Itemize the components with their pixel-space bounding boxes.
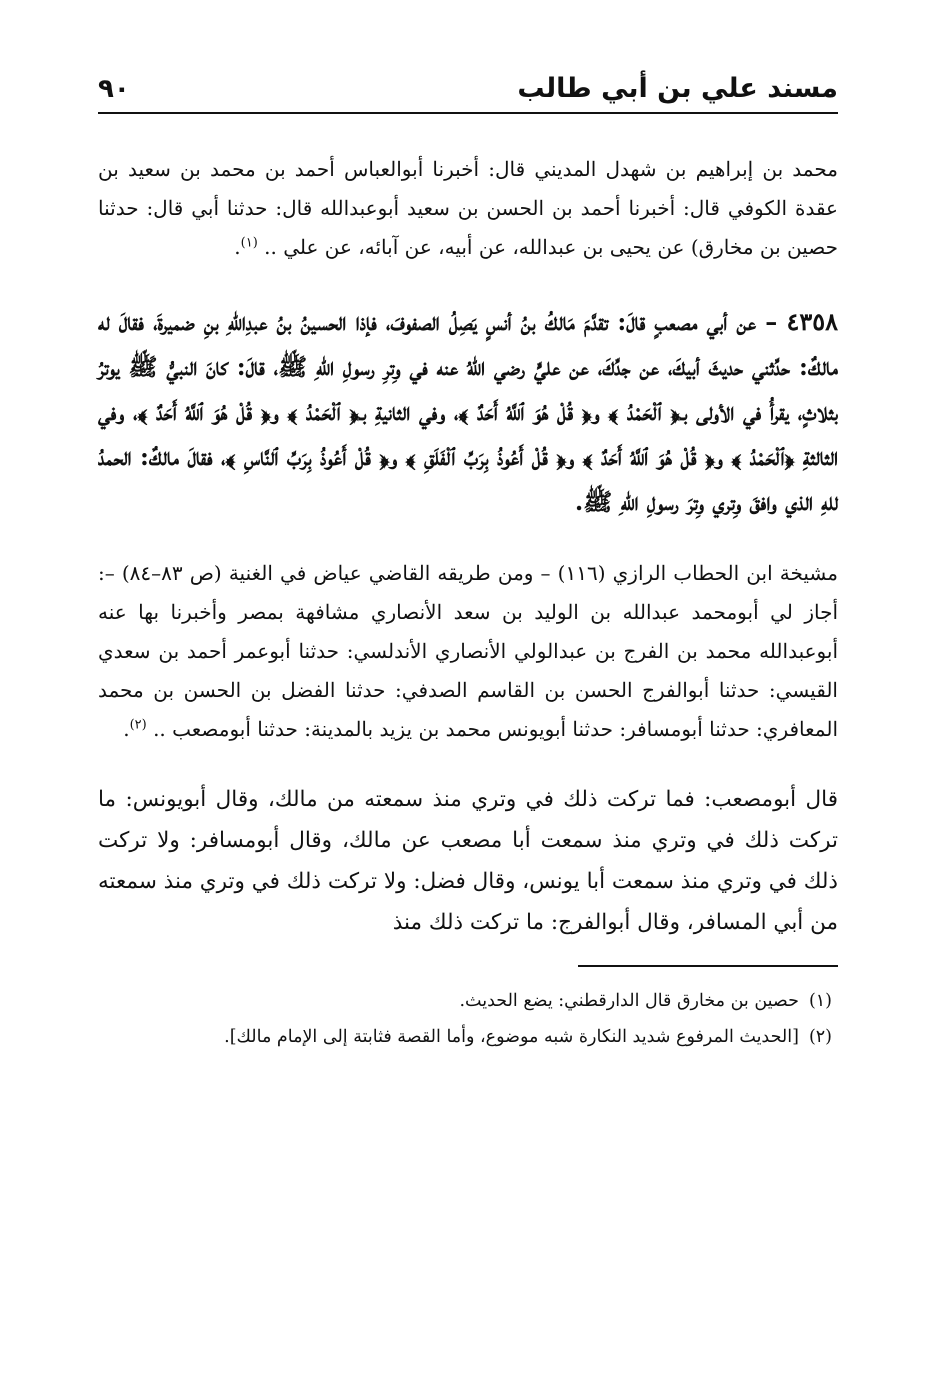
conjunction-4: و xyxy=(566,442,583,471)
isnad-text: محمد بن إبراهيم بن شهدل المديني قال: أخبرنا أبوالعباس أحمد بن محمد بن سعيد بن عقدة الكوفي قال: أخبرنا أحمد بن الحسن بن سعيد أبوعبدالله قال: حدثنا أبي قال: حدثنا حصين بن مخارق) عن يحيى بن عبدالله، عن أبيه، عن آبائه، عن علي .. xyxy=(98,157,838,259)
running-title: مسند علي بن أبي طالب xyxy=(517,73,838,104)
hadith-number: ٤٣٥٨ xyxy=(786,307,838,336)
source-text: مشيخة ابن الحطاب الرازي (١١٦) – ومن طريقه القاضي عياض في الغنية (ص ٨٣–٨٤) –: أجاز لي أبومحمد عبدالله بن الوليد بن سعد الأنصاري مشافهة بمصر وأخبرنا بها عنه أبوعبدالله محمد بن الفرج بن عبدالولي الأنصاري الأندلسي: حدثنا أبوعمر أحمد بن سعدي القيسي: حدثنا أبوالفرج الحسن بن القاسم الصدفي: حدثنا الفضل بن الحسن بن محمد المعافري: حدثنا أبومسافر: حدثنا أبويونس محمد بن يزيد بالمدينة: حدثنا أبومصعب .. xyxy=(98,561,838,741)
conjunction-2: و xyxy=(270,397,279,426)
comment-paragraph xyxy=(98,779,838,943)
hadith-text-part4: ، فقالَ مالكٌ: الحمدُ للهِ الذي وافقَ وِتري وِترَ رسولِ اللهِ ﷺ. xyxy=(98,442,838,516)
quran-quote-2: ﴿ قُلْ هُوَ ٱللَّهُ أَحَدٌ ﴾ xyxy=(458,397,592,426)
conjunction-5: و xyxy=(389,442,406,471)
conjunction-1: و xyxy=(591,397,609,426)
footnotes xyxy=(98,983,838,1055)
footnote-text: حصين بن مخارق قال الدارقطني: يضع الحديث. xyxy=(459,991,799,1011)
footnote-divider xyxy=(578,965,838,967)
source-end: . xyxy=(123,717,130,741)
quran-quote-8: ﴿ قُلْ أَعُوذُ بِرَبِّ ٱلنَّاسِ ﴾ xyxy=(225,442,390,471)
footnote-ref-1[interactable]: (١) xyxy=(240,235,258,251)
quran-quote-7: ﴿ قُلْ أَعُوذُ بِرَبِّ ٱلْفَلَقِ ﴾ xyxy=(405,442,567,471)
footnote-ref-2[interactable]: (٢) xyxy=(129,717,147,733)
footnote-text: [الحديث المرفوع شديد النكارة شبه موضوع، وأما القصة فثابتة إلى الإمام مالك]. xyxy=(224,1027,799,1047)
hadith-text-part3: ، وفي الثالثةِ xyxy=(98,397,839,471)
footnote-number: (١) xyxy=(808,991,832,1011)
footnote-number: (٢) xyxy=(808,1027,832,1047)
quran-quote-4: ﴿ قُلْ هُوَ ٱللَّهُ أَحَدٌ ﴾ xyxy=(137,397,271,426)
footnote-1 xyxy=(98,983,832,1019)
footnote-2 xyxy=(98,1019,832,1055)
quran-quote-6: ﴿ قُلْ هُوَ ٱللَّهُ أَحَدٌ ﴾ xyxy=(582,442,715,471)
conjunction-3: و xyxy=(714,442,732,471)
page-header xyxy=(98,60,838,114)
page-number: ٩٠ xyxy=(98,74,130,104)
isnad-paragraph xyxy=(98,150,838,267)
quran-quote-5: ﴿ٱلْحَمْدُ ﴾ xyxy=(731,442,795,471)
hadith-paragraph xyxy=(98,299,838,524)
quran-quote-1: ﴿ ٱلْحَمْدُ ﴾ xyxy=(608,397,681,426)
comment-text: قال أبومصعب: فما تركت ذلك في وتري منذ سمعته من مالك، وقال أبويونس: ما تركت ذلك في وتري منذ سمعت أبا مصعب عن مالك، وقال أبومسافر: ولا تركت ذلك في وتري منذ سمعت أبا يونس، وقال فضل: ولا تركت ذلك في وتري منذ سمعته من أبي المسافر، وقال أبوالفرج: ما تركت ذلك منذ xyxy=(98,787,838,935)
hadith-text-part1: – عن أبي مصعبٍ قالَ: تقدَّمَ مَالكُ بنُ أنسٍ يَصِلُ الصفوفَ، فإذا الحسينُ بنُ عبدِاللهِ بنِ ضميرةَ، فقالَ له مالكٌ: حدِّثني حديثَ أبيكَ، عن جدِّكَ، عن عليٍّ رضي اللهُ عنه في وِترِ رسولِ اللهِ ﷺ، قالَ: كانَ النبيُّ ﷺ يوترُ بثلاثٍ، يقرأُ في الأولى بـ xyxy=(98,307,839,426)
quran-quote-3: ﴿ ٱلْحَمْدُ ﴾ xyxy=(287,397,360,426)
book-page xyxy=(98,60,838,1055)
source-paragraph xyxy=(98,554,838,749)
hadith-text-part2: ، وفي الثانيةِ بـ xyxy=(359,397,459,426)
isnad-end: . xyxy=(234,235,241,259)
